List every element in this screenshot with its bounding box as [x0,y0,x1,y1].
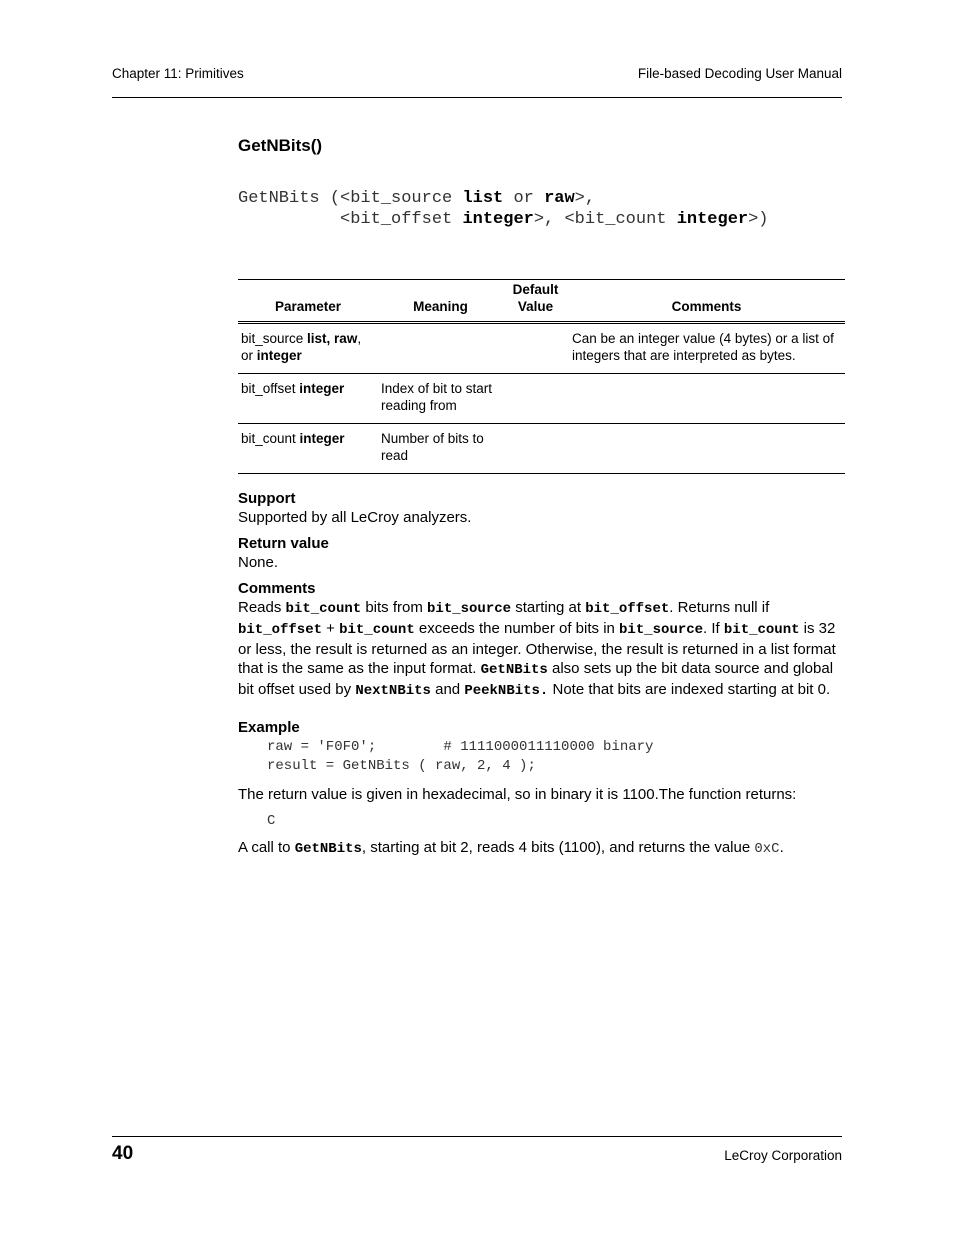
support-text: Supported by all LeCroy analyzers. [238,509,472,526]
summary-text: A call to [238,839,295,856]
comments-cell: Can be an integer value (4 bytes) or a list of integers that are interpreted as bytes. [572,331,834,363]
inline-code: bit_source [619,622,704,638]
comments-text [238,598,844,701]
section-title: GetNBits() [238,136,323,155]
param-type: integer [299,381,345,396]
param-name: bit_source [241,331,308,346]
example-code-line-1: raw = 'F0F0'; # 1111000011110000 binary [267,739,654,755]
support-heading: Support [238,490,296,507]
function-signature [238,188,769,230]
sig-text: >, <bit_count [533,210,677,229]
inline-code: GetNBits [480,662,548,678]
comment-text: and [430,681,465,698]
example-code-line-2: result = GetNBits ( raw, 2, 4 ); [267,758,536,774]
example-summary [238,838,784,859]
comment-text: bits from [361,599,428,616]
param-type: list, raw [307,331,358,346]
inline-code: NextNBits [355,683,431,699]
example-explanation: The return value is given in hexadecimal, so in binary it is 1100.The function returns: [238,786,797,803]
header-meaning: Meaning [413,299,468,314]
table-row [238,324,845,374]
footer-company: LeCroy Corporation [724,1148,842,1163]
meaning-cell: Number of bits to read [381,431,484,463]
page-number: 40 [112,1143,134,1164]
return-value-heading: Return value [238,535,329,552]
comment-text: Note that bits are indexed starting at bit 0. [548,681,831,698]
param-type: integer [299,431,345,446]
inline-code: bit_source [427,601,512,617]
param-name: or [241,348,257,363]
header-comments: Comments [671,299,742,314]
inline-code: GetNBits [294,841,362,857]
header-default [503,281,568,315]
sig-text: <bit_offset [238,210,463,229]
footer-rule [112,1136,842,1137]
running-header-chapter: Chapter 11: Primitives [112,66,244,81]
comment-text: starting at [511,599,586,616]
comment-text: exceeds the number of bits in [414,620,620,637]
param-sep: , [357,331,362,346]
param-type: integer [256,348,302,363]
example-output: C [267,813,276,829]
running-header-manual: File-based Decoding User Manual [637,66,842,81]
inline-code: bit_count [285,601,362,617]
sig-text: or [503,189,545,208]
inline-code: bit_offset [238,622,323,638]
example-heading: Example [238,719,300,736]
sig-text: GetNBits (<bit_source [238,189,463,208]
comments-heading: Comments [238,580,316,597]
header-default-line2: Value [517,299,554,314]
return-value-text: None. [238,554,279,571]
summary-text: . [779,839,784,856]
sig-keyword: list [462,189,504,208]
comment-text: Reads [238,599,286,616]
comment-text: . If [703,620,724,637]
param-cell [241,430,376,447]
inline-code: 0xC [754,841,780,857]
header-default-line1: Default [512,282,559,297]
inline-code: bit_count [723,622,800,638]
param-name: bit_offset [241,381,300,396]
comment-text: also sets up the bit data source and global bit offset used by [238,660,834,698]
param-name: bit_count [241,431,300,446]
comment-text: is 32 or less, the result is returned as an integer. Otherwise, the result is returned in a list format that is the same as the input format. [238,620,836,677]
sig-text: >, [574,189,596,208]
meaning-cell: Index of bit to start reading from [381,381,493,413]
table-header [238,280,845,324]
inline-code: bit_offset [585,601,670,617]
summary-text: , starting at bit 2, reads 4 bits (1100), and returns the value [361,839,755,856]
sig-keyword: raw [544,189,575,208]
inline-code: PeekNBits. [464,683,549,699]
comment-text: + [322,620,340,637]
parameter-table [238,279,845,474]
comment-text: . Returns null if [669,599,770,616]
param-cell [241,380,376,397]
header-parameter: Parameter [274,299,342,314]
param-cell [241,330,376,364]
table-row [238,424,845,474]
sig-keyword: integer [676,210,749,229]
inline-code: bit_count [339,622,415,638]
sig-text: >) [748,210,769,229]
header-rule [112,97,842,98]
sig-keyword: integer [462,210,534,229]
table-row [238,374,845,424]
